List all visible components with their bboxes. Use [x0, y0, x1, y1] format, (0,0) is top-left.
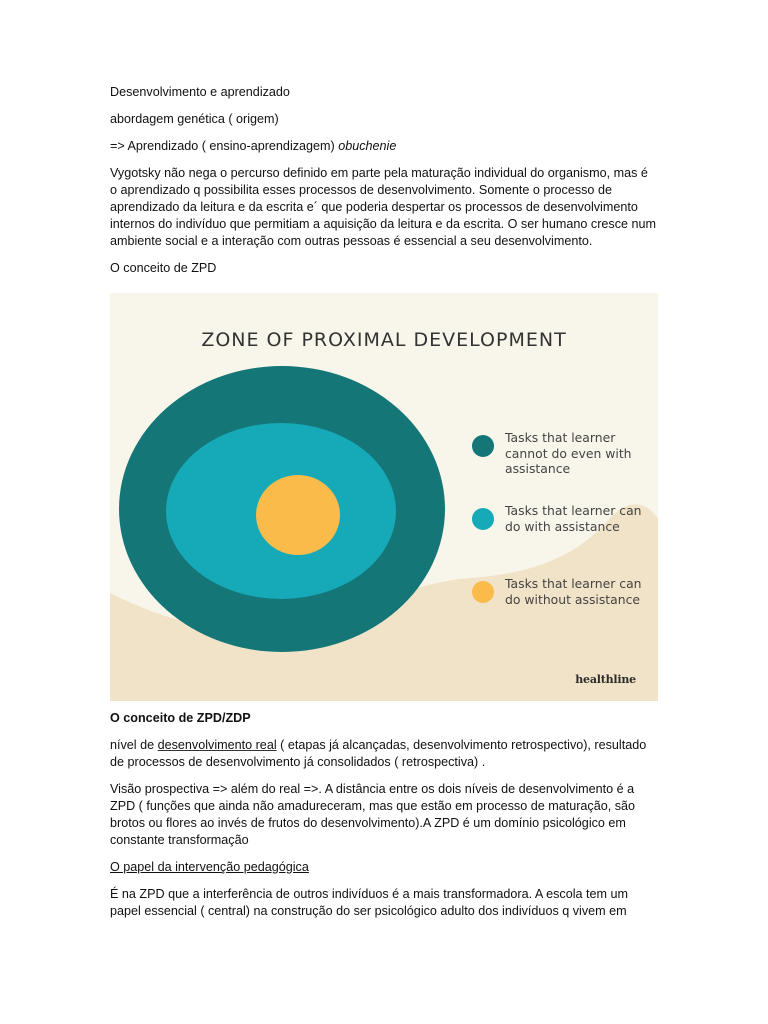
paragraph-zpd-escola: É na ZPD que a interferência de outros indivíduos é a mais transformadora. A escola tem um papel essencial ( central) na construção do ser psicológico adulto dos indivíduos q vivem em [110, 887, 629, 918]
paragraph-visao: Visão prospectiva => além do real =>. A distância entre os dois níveis de desenvolvimento é a ZPD ( funções que ainda não amadureceram, mas que estão em processo de maturação, são brotos ou flores ao invés de frutos do desenvolvimento).A ZPD é um domínio psicológico em constante transformação [110, 782, 636, 847]
paragraph-nivel [110, 737, 658, 771]
legend-item-outer [472, 430, 642, 477]
line-aprendizado [110, 138, 658, 155]
zpd-label: O conceito de ZPD [110, 261, 217, 275]
document-body-continued [110, 710, 658, 930]
desenvolvimento-real-text: desenvolvimento real [157, 738, 277, 752]
zpd-figure [110, 293, 658, 701]
figure-title: ZONE OF PROXIMAL DEVELOPMENT [201, 329, 567, 351]
heading-abordagem: abordagem genética ( origem) [110, 112, 279, 126]
section-title-zpd-zdp: O conceito de ZPD/ZDP [110, 711, 251, 725]
legend-text-middle: Tasks that learner can do with assistance [505, 503, 642, 534]
heading-desenvolvimento: Desenvolvimento e aprendizado [110, 85, 290, 99]
inner-circle [256, 475, 340, 555]
healthline-logo: healthline [575, 673, 636, 686]
paragraph-vygotsky: Vygotsky não nega o percurso definido em parte pela maturação individual do organismo, mas é o aprendizado q possibilita esses processos de desenvolvimento. Somente o processo de aprendizado da leitura e da escrita e´ que poderia despertar os processos de desenvolvimento internos do indivíduo que permitiam a aquisição da leitura e da escrita. O ser humano cresce num ambiente social e a interação com outras pessoas é essencial a seu desenvolvimento. [110, 166, 657, 248]
paragraph-nivel-prefix: nível de [110, 738, 158, 752]
legend-dot-cyan [472, 508, 494, 530]
section-title-intervencao: O papel da intervenção pedagógica [110, 860, 309, 874]
line-aprendizado-italic: obuchenie [338, 139, 397, 153]
legend-text-outer: Tasks that learner cannot do even with assistance [505, 430, 632, 476]
document-body [110, 84, 658, 287]
legend-dot-yellow [472, 581, 494, 603]
paragraph-nivel-rest: ( etapas já alcançadas, desenvolvimento retrospectivo), resultado de processos de desenvolvimento já consolidados ( retrospectiva) . [110, 738, 647, 769]
legend-text-inner: Tasks that learner can do without assistance [505, 576, 642, 607]
legend-dot-teal [472, 435, 494, 457]
line-aprendizado-text: => Aprendizado ( ensino-aprendizagem) [110, 139, 339, 153]
legend-item-middle [472, 503, 642, 534]
zpd-diagram [110, 293, 658, 701]
legend-item-inner [472, 576, 642, 607]
